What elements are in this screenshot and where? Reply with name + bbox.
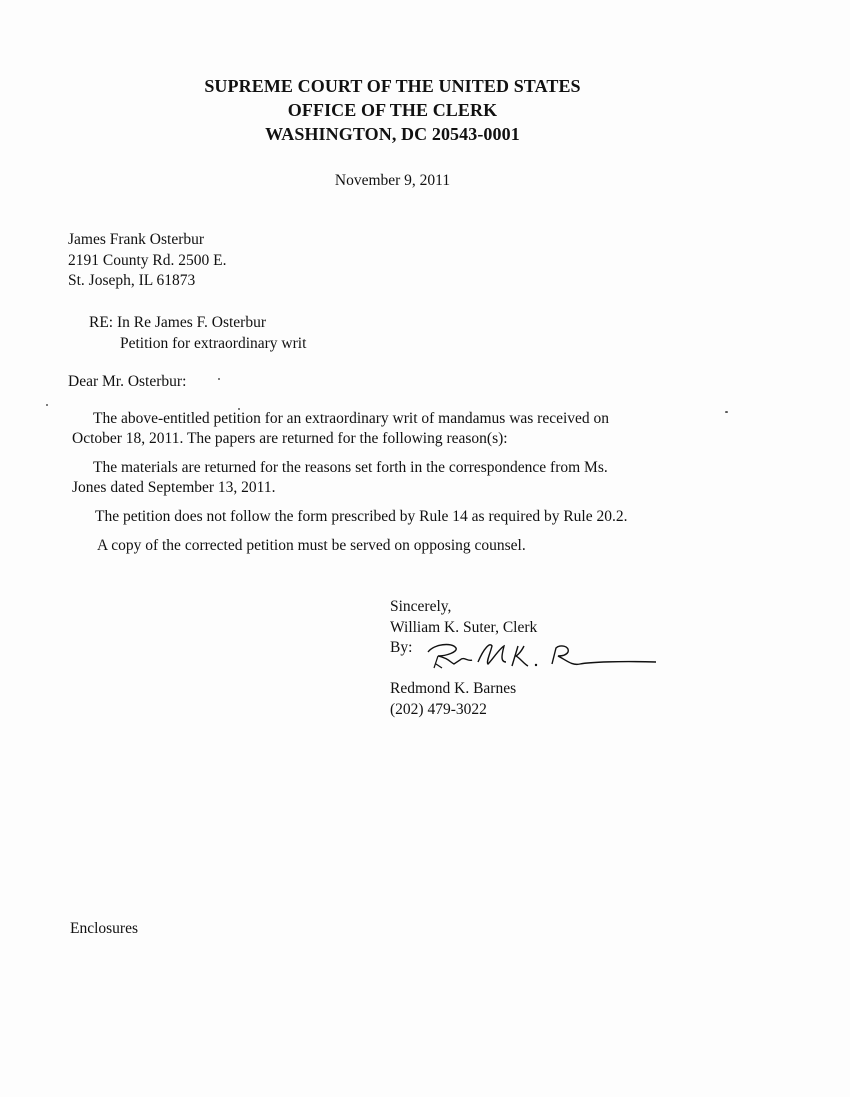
closing-block (390, 597, 537, 638)
paragraph-service: A copy of the corrected petition must be served on opposing counsel. (97, 537, 526, 554)
letter-date: November 9, 2011 (334, 172, 451, 189)
letterhead (0, 74, 785, 146)
re-case-name: RE: In Re James F. Osterbur (89, 314, 266, 331)
paragraph-materials-line1: The materials are returned for the reasons set forth in the correspondence from Ms. (93, 459, 608, 476)
paragraph-materials-line2: Jones dated September 13, 2011. (72, 479, 276, 496)
paragraph-received-line1: The above-entitled petition for an extraordinary writ of mandamus was received on (93, 410, 610, 427)
recipient-address (68, 230, 226, 292)
handwritten-signature (420, 634, 660, 676)
clerk-name: William K. Suter, Clerk (390, 618, 538, 636)
scan-speck (725, 411, 728, 413)
scan-speck (238, 408, 240, 410)
paragraph-received-line2: October 18, 2011. The papers are returned for the following reason(s): (72, 430, 508, 447)
valediction: Sincerely, (390, 598, 452, 615)
scan-speck (46, 404, 48, 406)
scan-speck (218, 378, 220, 380)
letterhead-office: OFFICE OF THE CLERK (287, 100, 498, 120)
signer-block (390, 679, 516, 720)
recipient-city: St. Joseph, IL 61873 (68, 272, 196, 289)
by-label: By: (390, 639, 413, 656)
paragraph-rule-14: The petition does not follow the form prescribed by Rule 14 as required by Rule 20.2. (95, 508, 628, 525)
letterhead-address: WASHINGTON, DC 20543-0001 (265, 124, 520, 144)
re-case-type: Petition for extraordinary writ (120, 334, 307, 352)
recipient-street: 2191 County Rd. 2500 E. (68, 251, 227, 269)
paragraph-materials-returned (72, 458, 692, 498)
enclosures-note: Enclosures (70, 920, 139, 937)
signer-phone: (202) 479-3022 (390, 700, 487, 718)
signer-name: Redmond K. Barnes (390, 680, 517, 697)
recipient-name: James Frank Osterbur (68, 231, 205, 248)
paragraph-received (72, 409, 692, 449)
letterhead-court: SUPREME COURT OF THE UNITED STATES (204, 76, 581, 96)
salutation: Dear Mr. Osterbur: (68, 373, 187, 390)
re-block (89, 313, 306, 354)
